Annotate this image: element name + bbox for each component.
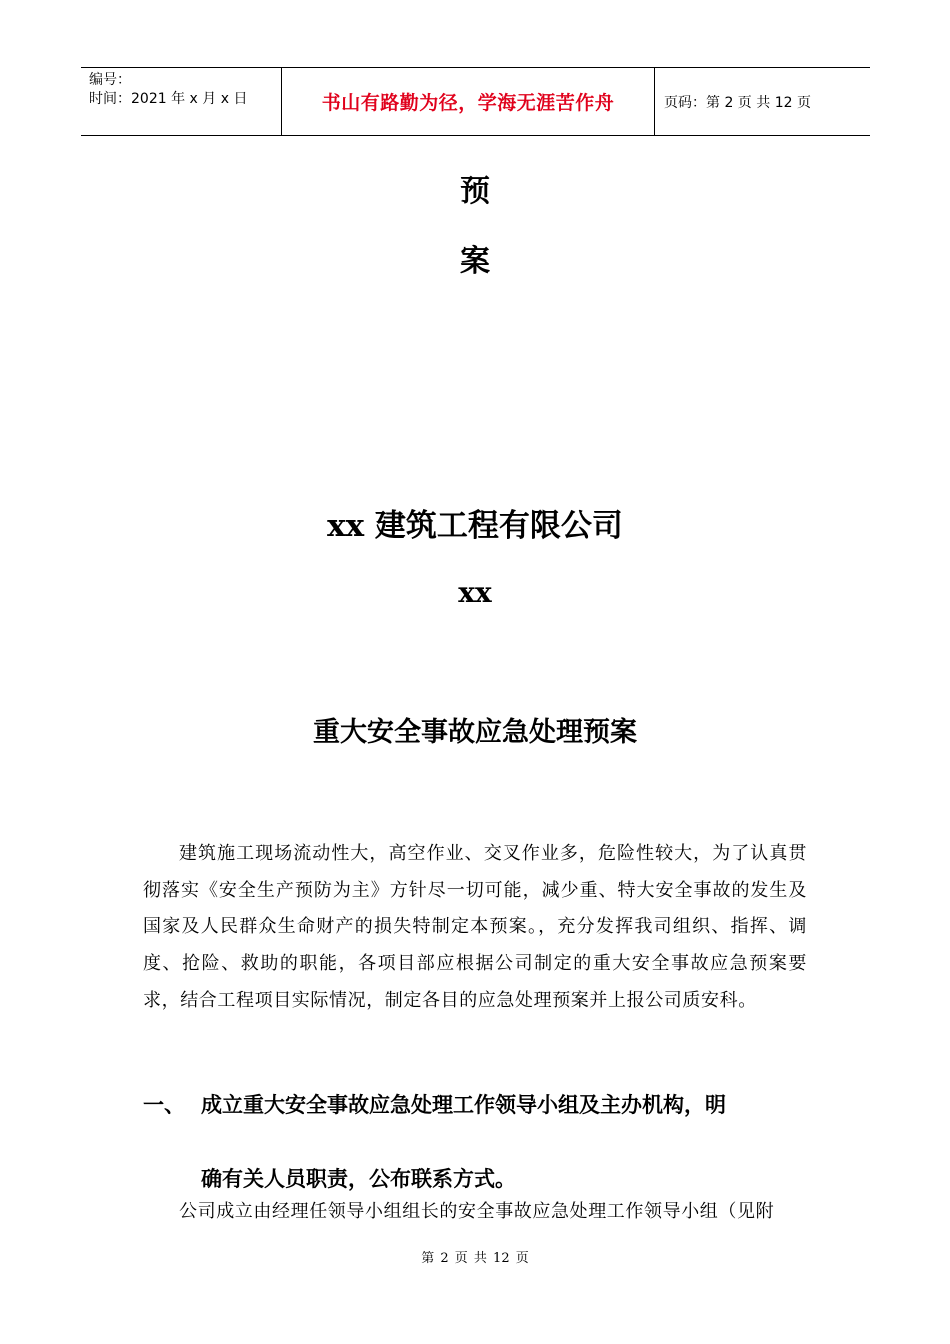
header-page-cell [655, 68, 870, 135]
cover-char-2: 案 [460, 244, 490, 279]
serial-number-label: 编号： [89, 72, 131, 88]
company-sub: xx [458, 576, 492, 609]
page-info: 页码：第 2 页 共 12 页 [664, 94, 811, 111]
section-heading-line-2: 确有关人员职责，公布联系方式。 [201, 1167, 516, 1191]
time-label: 时间：2021 年 x 月 x 日 [89, 91, 248, 107]
page-footer: 第 2 页 共 12 页 [421, 1251, 529, 1266]
motto-text: 书山有路勤为径，学海无涯苦作舟 [321, 92, 615, 114]
section-number: 一、 [143, 1093, 185, 1117]
intro-paragraph: 建筑施工现场流动性大，高空作业、交叉作业多，危险性较大，为了认真贯彻落实《安全生产预防为主》方针尽一切可能，减少重、特大安全事故的发生及国家及人民群众生命财产的损失特制定本预案。，充分发挥我司组织、指挥、调度、抢险、救助的职能，各项目部应根据公司制定的重大安全事故应急预案要求，结合工程项目实际情况，制定各目的应急处理预案并上报公司质安科。 [143, 843, 807, 1011]
header-motto-cell [282, 68, 655, 135]
section-1-paragraph: 公司成立由经理任领导小组组长的安全事故应急处理工作领导小组（见附 [179, 1201, 775, 1222]
page-header [81, 67, 870, 136]
document-title: 重大安全事故应急处理预案 [313, 717, 637, 748]
header-meta-cell [81, 68, 282, 135]
cover-char-1: 预 [460, 174, 490, 209]
section-heading-line-1: 成立重大安全事故应急处理工作领导小组及主办机构，明 [201, 1093, 726, 1117]
company-name: xx 建筑工程有限公司 [327, 508, 623, 544]
